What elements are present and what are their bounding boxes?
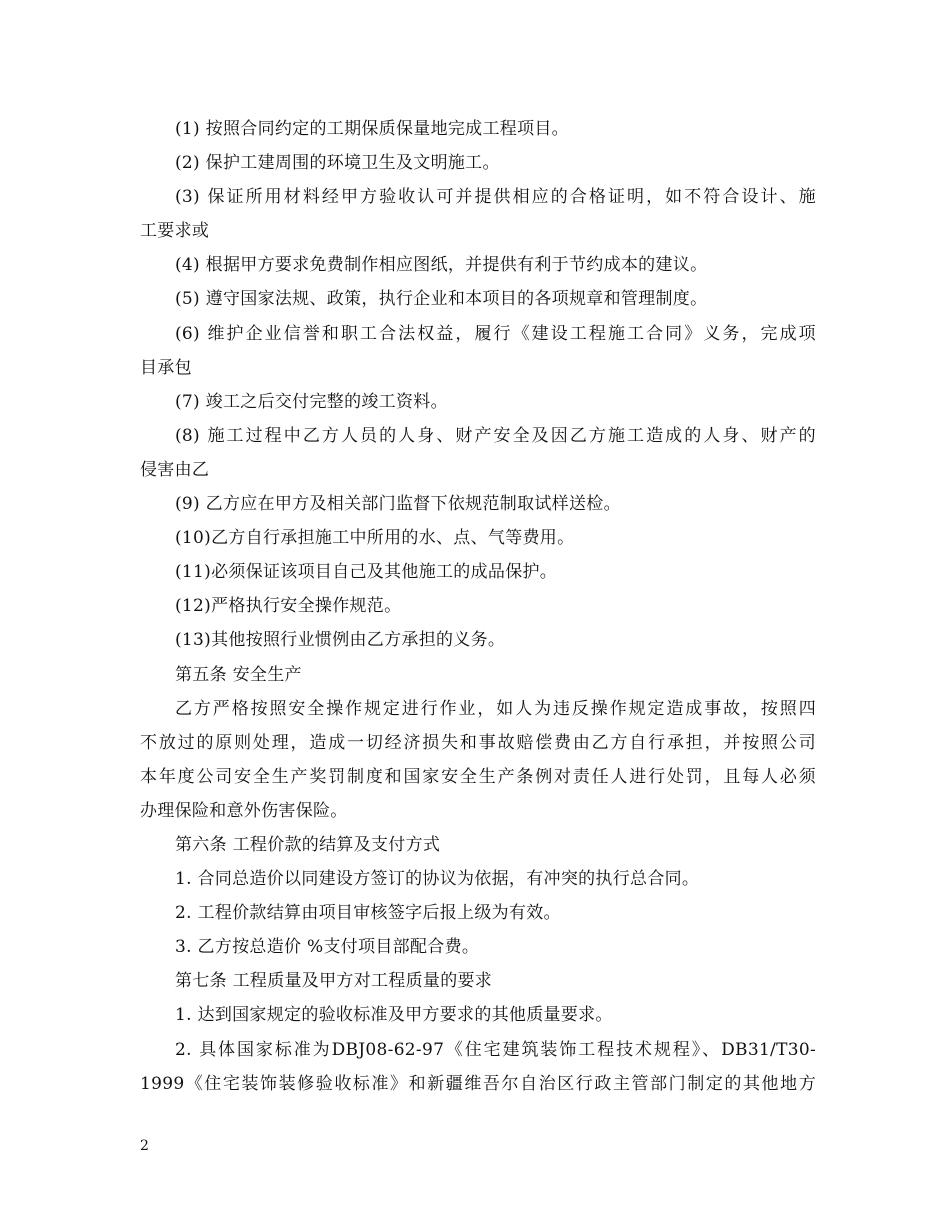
article-5-heading: 第五条 安全生产	[175, 664, 302, 685]
clause-item-1: (1) 按照合同约定的工期保质保量地完成工程项目。	[175, 119, 569, 139]
article-7-item-1: 1. 达到国家规定的验收标准及甲方要求的其他质量要求。	[175, 1005, 613, 1026]
article-7-heading: 第七条 工程质量及甲方对工程质量的要求	[175, 971, 493, 992]
clause-item-4: (4) 根据甲方要求免费制作相应图纸，并提供有利于节约成本的建议。	[175, 255, 708, 276]
clause-item-8-continuation: 侵害由乙	[140, 459, 210, 480]
clause-item-8: (8) 施工过程中乙方人员的人身、财产安全及因乙方施工造成的人身、财产的	[175, 425, 816, 446]
article-7-item-2-line-1: 2. 具体国家标准为DBJ08-62-97《住宅建筑装饰工程技术规程》、DB31/T30-	[175, 1039, 816, 1060]
clause-item-5: (5) 遵守国家法规、政策，执行企业和本项目的各项规章和管理制度。	[175, 289, 708, 310]
clause-item-3-continuation: 工要求或	[140, 221, 210, 242]
article-6-item-3: 3. 乙方按总造价 %支付项目部配合费。	[175, 937, 480, 958]
article-6-item-2: 2. 工程价款结算由项目审核签字后报上级为有效。	[175, 903, 561, 924]
clause-item-9: (9) 乙方应在甲方及相关部门监督下依规范制取试样送检。	[175, 494, 621, 515]
article-5-paragraph-line-4: 办理保险和意外伤害保险。	[140, 800, 348, 821]
clause-item-7: (7) 竣工之后交付完整的竣工资料。	[175, 391, 448, 412]
article-6-heading: 第六条 工程价款的结算及支付方式	[175, 834, 441, 855]
article-5-paragraph-line-1: 乙方严格按照安全操作规定进行作业，如人为违反操作规定造成事故，按照四	[175, 698, 816, 719]
document-body	[140, 112, 816, 1101]
article-6-item-1: 1. 合同总造价以同建设方签订的协议为依据，有冲突的执行总合同。	[175, 869, 700, 890]
clause-item-12: (12)严格执行安全操作规范。	[175, 596, 402, 617]
clause-item-10: (10)乙方自行承担施工中所用的水、点、气等费用。	[175, 528, 575, 549]
page-number: 2	[140, 1138, 149, 1154]
clause-item-2: (2) 保护工建周围的环境卫生及文明施工。	[175, 153, 500, 174]
article-7-item-2-line-2: 1999《住宅装饰装修验收标准》和新疆维吾尔自治区行政主管部门制定的其他地方	[140, 1073, 816, 1094]
clause-item-13: (13)其他按照行业惯例由乙方承担的义务。	[175, 630, 506, 651]
article-5-paragraph-line-3: 本年度公司安全生产奖罚制度和国家安全生产条例对责任人进行处罚，且每人必须	[140, 766, 816, 787]
article-5-paragraph-line-2: 不放过的原则处理，造成一切经济损失和事故赔偿费由乙方自行承担，并按照公司	[140, 732, 816, 753]
clause-item-11: (11)必须保证该项目自己及其他施工的成品保护。	[175, 562, 558, 583]
clause-item-3: (3) 保证所用材料经甲方验收认可并提供相应的合格证明，如不符合设计、施	[175, 187, 816, 208]
clause-item-6-continuation: 目承包	[140, 357, 192, 378]
clause-item-6: (6) 维护企业信誉和职工合法权益，履行《建设工程施工合同》义务，完成项	[175, 323, 816, 344]
